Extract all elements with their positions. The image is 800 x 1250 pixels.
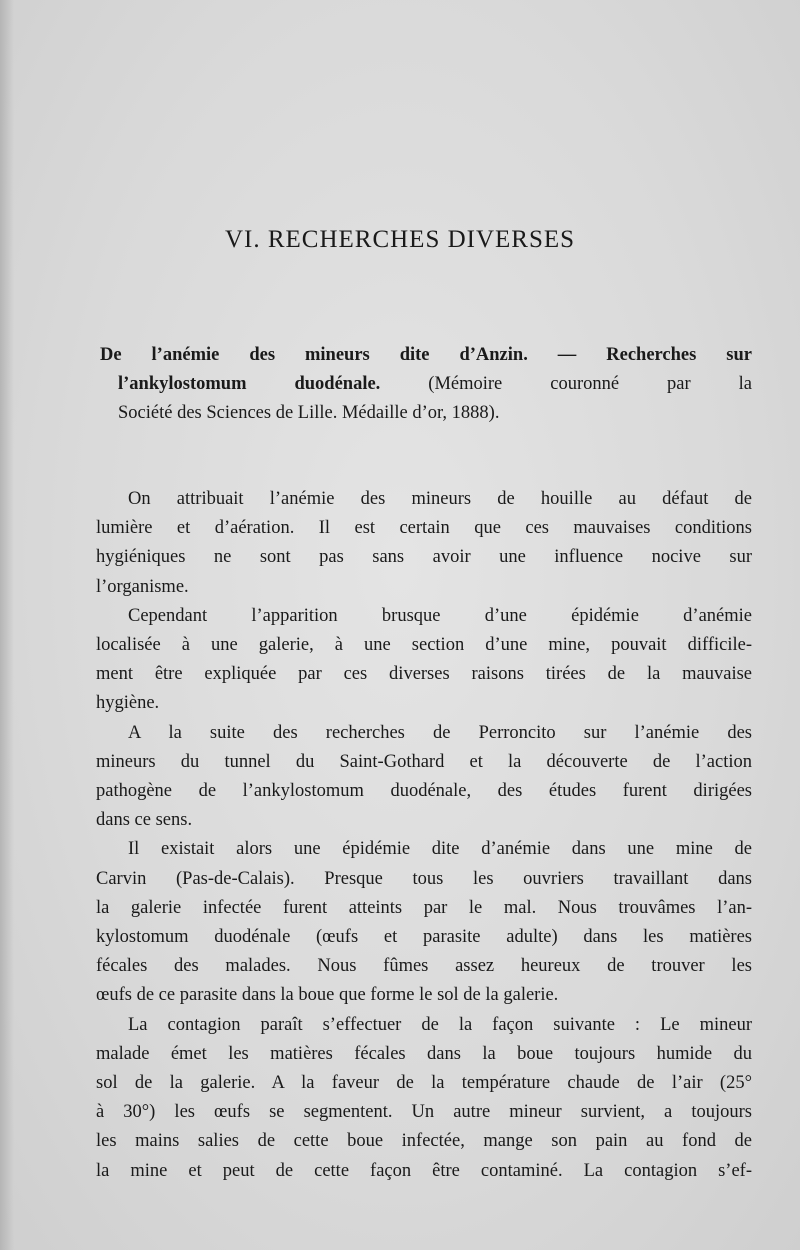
entry-title-line-2 [100, 370, 752, 399]
section-heading: VI. RECHERCHES DIVERSES [224, 226, 576, 253]
paragraph-line: les mains salies de cette boue infectée, mange son pain au fond de [96, 1131, 752, 1152]
entry-title-line-3: Société des Sciences de Lille. Médaille d’or, 1888). [118, 403, 500, 423]
entry-title-line-1 [100, 341, 752, 370]
paragraph [96, 1011, 752, 1186]
paragraph [96, 485, 752, 602]
paragraph-line: Cependant l’apparition brusque d’une épidémie d’anémie [128, 605, 752, 626]
paragraph-line: hygiène. [96, 693, 160, 714]
paragraph-line: à 30°) les œufs se segmentent. Un autre mineur survient, a toujours [96, 1102, 752, 1123]
entry-title-bold-2: l’ankylostomum duodénale. [118, 374, 381, 394]
paragraph-line: La contagion paraît s’effectuer de la façon suivante : Le mineur [128, 1014, 752, 1035]
entry-title-bold-1: De l’anémie des mineurs dite d’Anzin. — Recherches sur [100, 345, 752, 365]
paragraph-line: On attribuait l’anémie des mineurs de houille au défaut de [128, 489, 752, 509]
paragraph-line: fécales des malades. Nous fûmes assez heureux de trouver les [96, 956, 752, 977]
paragraph [96, 602, 752, 719]
paragraph-line: la galerie infectée furent atteints par le mal. Nous trouvâmes l’an- [96, 897, 752, 918]
entry-title-rest-2: (Mémoire couronné par la [380, 374, 752, 394]
body-text [96, 485, 752, 1186]
paragraph-line: Carvin (Pas-de-Calais). Presque tous les ouvriers travaillant dans [96, 868, 752, 889]
paragraph-line: lumière et d’aération. Il est certain que ces mauvaises conditions [96, 518, 752, 539]
paragraph-line: kylostomum duodénale (œufs et parasite adulte) dans les matières [96, 927, 752, 948]
paragraph-line: localisée à une galerie, à une section d’une mine, pouvait difficile- [96, 635, 752, 656]
paragraph-line: la mine et peut de cette façon être contaminé. La contagion s’ef- [96, 1160, 752, 1181]
paragraph-line: mineurs du tunnel du Saint-Gothard et la découverte de l’action [96, 751, 752, 772]
paragraph-line: l’organisme. [96, 576, 189, 597]
paragraph-line: Il existait alors une épidémie dite d’anémie dans une mine de [128, 839, 752, 860]
paragraph-line: pathogène de l’ankylostomum duodénale, des études furent dirigées [96, 781, 752, 802]
page-edge-shadow [0, 0, 14, 1250]
memoir-entry [100, 341, 752, 428]
paragraph [96, 835, 752, 1010]
paragraph-line: œufs de ce parasite dans la boue que forme le sol de la galerie. [96, 985, 559, 1006]
paragraph-line: ment être expliquée par ces diverses raisons tirées de la mauvaise [96, 664, 752, 685]
paragraph-line: dans ce sens. [96, 810, 193, 831]
paragraph-line: A la suite des recherches de Perroncito sur l’anémie des [128, 722, 752, 743]
paragraph-line: malade émet les matières fécales dans la boue toujours humide du [96, 1043, 752, 1064]
paragraph-line: hygiéniques ne sont pas sans avoir une influence nocive sur [96, 547, 752, 568]
paragraph [96, 719, 752, 836]
paragraph-line: sol de la galerie. A la faveur de la température chaude de l’air (25° [96, 1073, 752, 1094]
